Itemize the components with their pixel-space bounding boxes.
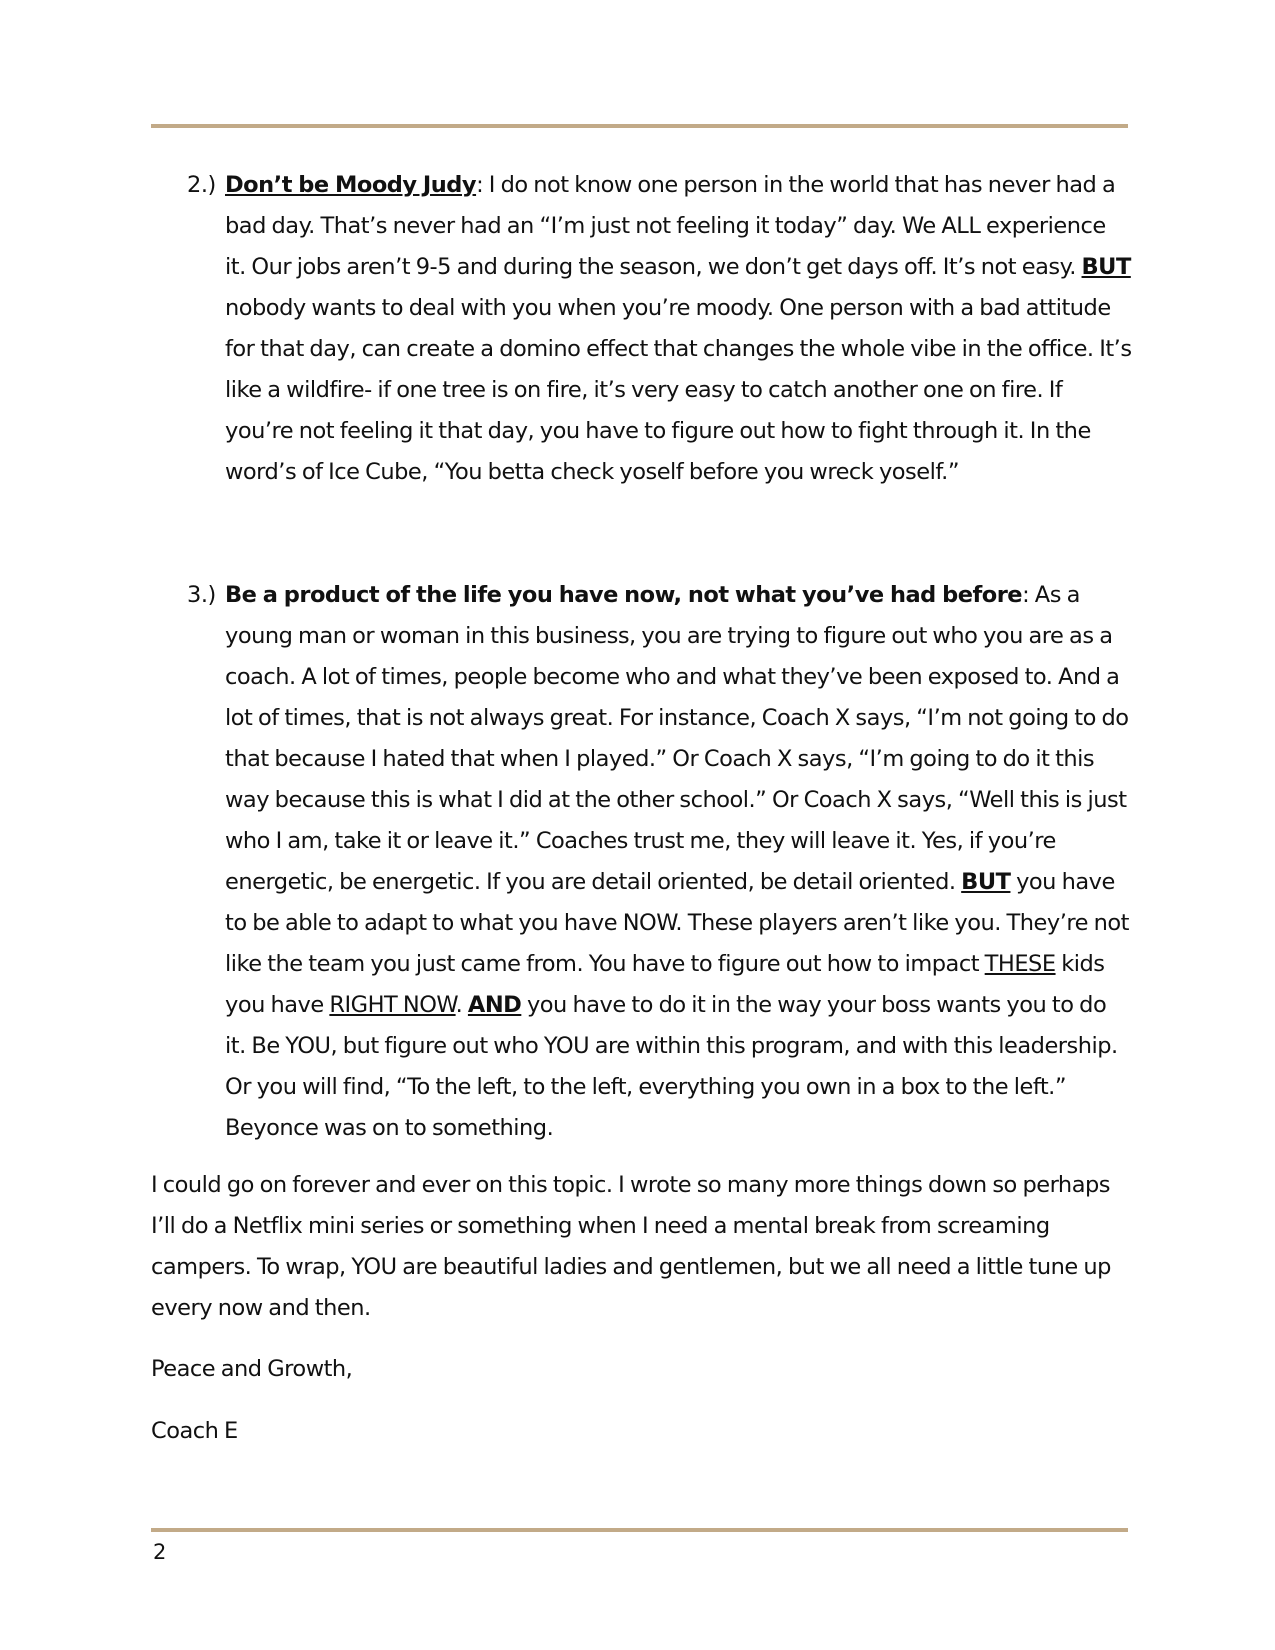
item-text: nobody wants to deal with you when you’re moody. One person with a bad attitude for that day, can create a domino effect that changes the whole vibe in the office. It’s like a wildfire- if one tree is on fire, it’s very easy to catch another one on fire. If you’re not feeling it that day, you have to figure out how to fight through it. In the word’s of Ice Cube, “You betta check yoself before you wreck yoself.” <box>225 295 1132 485</box>
item-text: . <box>455 992 468 1018</box>
list-item-body <box>225 165 1132 493</box>
page-number: 2 <box>153 1540 167 1564</box>
item-text: you have to be able to adapt to what you have NOW. These players aren’t like you. They’re not like the team you just came from. You have to figure out how to impact <box>225 869 1129 977</box>
emphasis-but: BUT <box>1081 254 1131 280</box>
underlined-right-now: RIGHT NOW <box>329 992 456 1018</box>
list-item-3 <box>187 575 1132 1149</box>
closing-paragraph: I could go on forever and ever on this topic. I wrote so many more things down so perhaps I’ll do a Netflix mini series or something when I need a mental break from screaming campers. To wrap, YOU are beautiful ladies and gentlemen, but we all need a little tune up every now and then. <box>151 1172 1111 1321</box>
emphasis-and: AND <box>467 992 522 1018</box>
list-item-body <box>225 575 1132 1149</box>
item-text: : As a young man or woman in this business, you are trying to figure out who you are as a coach. A lot of times, people become who and what they’ve been exposed to. And a lot of times, that is not always great. For instance, Coach X says, “I’m not going to do that because I hated that when I played.” Or Coach X says, “I’m going to do it this way because this is what I did at the other school.” Or Coach X says, “Well this is just who I am, take it or leave it.” Coaches trust me, they will leave it. Yes, if you’re energetic, be energetic. If you are detail oriented, be detail oriented. <box>225 582 1129 895</box>
list-number: 3.) <box>187 582 216 608</box>
list-number: 2.) <box>187 172 216 198</box>
item-text: kids you have <box>225 951 1105 1018</box>
underlined-these: THESE <box>984 951 1056 977</box>
footer-rule <box>151 1528 1128 1532</box>
item-heading: Be a product of the life you have now, not what you’ve had before <box>225 582 1023 608</box>
item-heading: Don’t be Moody Judy <box>225 172 477 198</box>
signature: Coach E <box>151 1418 238 1444</box>
item-text: : I do not know one person in the world that has never had a bad day. That’s never had an “I’m just not feeling it today” day. We ALL experience it. Our jobs aren’t 9-5 and during the season, we don’t get days off. It’s not easy. <box>225 172 1116 280</box>
header-rule <box>151 124 1128 128</box>
list-item-2 <box>187 165 1132 493</box>
signoff: Peace and Growth, <box>151 1356 353 1382</box>
item-text: you have to do it in the way your boss wants you to do it. Be YOU, but figure out who YOU are within this program, and with this leadership. Or you will find, “To the left, to the left, everything you own in a box to the left.” Beyonce was on to something. <box>225 992 1118 1141</box>
emphasis-but: BUT <box>961 869 1011 895</box>
